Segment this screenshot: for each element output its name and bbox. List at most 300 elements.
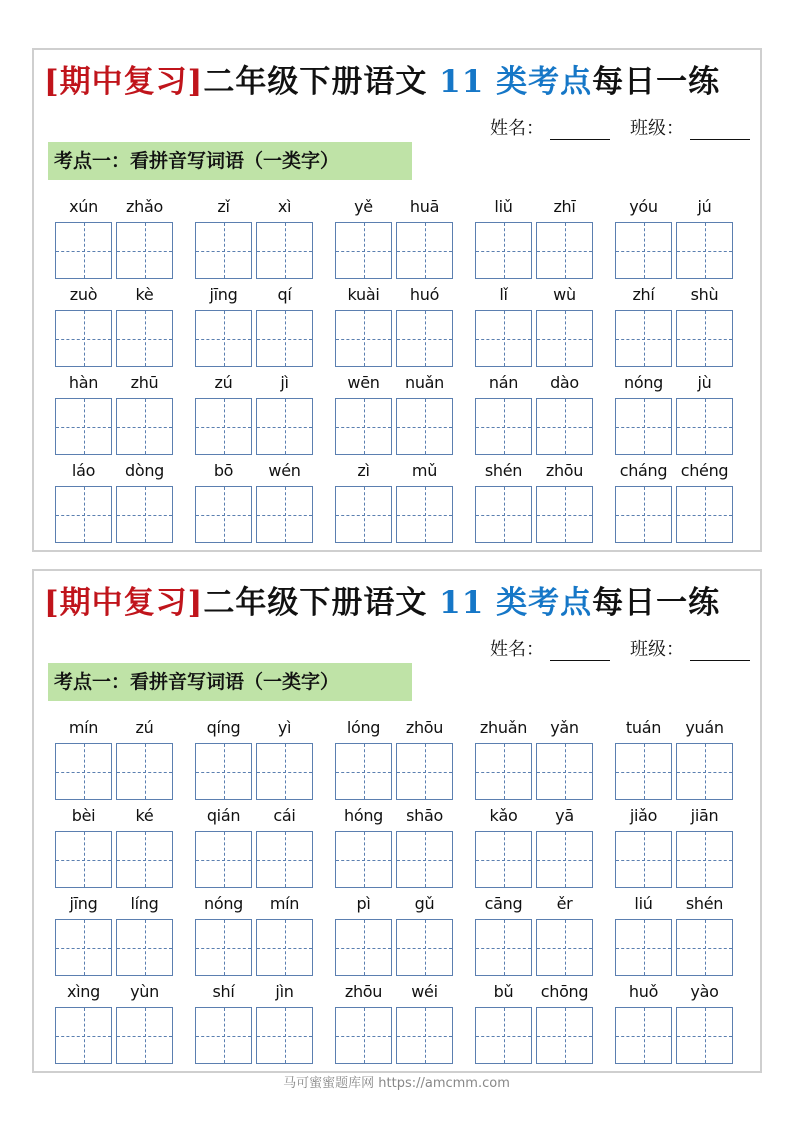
pinyin-label: líng (130, 894, 159, 913)
pinyin-label: lǐ (499, 285, 508, 304)
tianzige-box[interactable] (396, 1007, 453, 1064)
tianzige-box[interactable] (335, 222, 392, 279)
character-cell (333, 456, 394, 544)
pinyin-label: yě (354, 197, 373, 216)
word-group (613, 889, 753, 977)
tianzige-box[interactable] (256, 310, 313, 367)
character-cell (333, 801, 394, 889)
pinyin-label: yì (277, 718, 292, 737)
pinyin-label: zhǎo (126, 197, 163, 216)
pinyin-label: qí (277, 285, 292, 304)
tianzige-box[interactable] (256, 1007, 313, 1064)
word-group (53, 280, 193, 368)
character-cell (333, 192, 394, 280)
tianzige-box[interactable] (676, 486, 733, 543)
tianzige-box[interactable] (55, 831, 112, 888)
tianzige-box[interactable] (396, 919, 453, 976)
pinyin-label: zì (357, 461, 370, 480)
word-group (193, 889, 333, 977)
character-cell (254, 977, 315, 1065)
word-group (193, 456, 333, 544)
tianzige-box[interactable] (55, 743, 112, 800)
tianzige-box[interactable] (55, 222, 112, 279)
word-group (473, 456, 613, 544)
word-group (473, 192, 613, 280)
pinyin-label: ké (135, 806, 154, 825)
word-row (53, 977, 753, 1065)
character-cell (394, 456, 455, 544)
character-cell (193, 192, 254, 280)
tianzige-box[interactable] (335, 919, 392, 976)
tianzige-box[interactable] (195, 831, 252, 888)
character-cell (674, 801, 735, 889)
word-group (333, 977, 473, 1065)
footer-watermark: 马可蜜蜜题库网 https://amcmm.com (283, 1076, 510, 1091)
tianzige-box[interactable] (396, 310, 453, 367)
student-info-line (490, 633, 750, 661)
word-group (53, 192, 193, 280)
tianzige-box[interactable] (116, 919, 173, 976)
character-cell (114, 889, 175, 977)
character-cell (53, 280, 114, 368)
tianzige-box[interactable] (116, 310, 173, 367)
character-cell (674, 368, 735, 456)
character-cell (394, 889, 455, 977)
character-cell (534, 889, 595, 977)
tianzige-box[interactable] (256, 486, 313, 543)
character-cell (53, 889, 114, 977)
character-cell (254, 801, 315, 889)
character-cell (53, 368, 114, 456)
pinyin-label: hàn (68, 373, 99, 392)
title-main: 二年级下册语文 (203, 64, 428, 100)
word-group (333, 889, 473, 977)
character-cell (333, 368, 394, 456)
name-label: 姓名： (490, 118, 544, 139)
word-group (333, 456, 473, 544)
pinyin-label: shén (685, 894, 724, 913)
pinyin-label: huó (409, 285, 440, 304)
tianzige-box[interactable] (475, 398, 532, 455)
tianzige-box[interactable] (55, 310, 112, 367)
pinyin-label: zhuǎn (479, 718, 528, 737)
tianzige-box[interactable] (615, 310, 672, 367)
character-cell (333, 713, 394, 801)
character-cell (53, 977, 114, 1065)
word-group (193, 368, 333, 456)
pinyin-label: xì (277, 197, 292, 216)
pinyin-label: kuài (347, 285, 380, 304)
tianzige-box[interactable] (676, 310, 733, 367)
word-group (333, 713, 473, 801)
tianzige-box[interactable] (335, 1007, 392, 1064)
character-cell (473, 801, 534, 889)
character-cell (53, 713, 114, 801)
tianzige-box[interactable] (195, 919, 252, 976)
pinyin-label: nóng (203, 894, 244, 913)
pinyin-label: cháng (619, 461, 668, 480)
tianzige-box[interactable] (396, 222, 453, 279)
character-cell (674, 889, 735, 977)
word-group (473, 280, 613, 368)
tianzige-box[interactable] (536, 1007, 593, 1064)
pinyin-label: ěr (556, 894, 573, 913)
pinyin-label: wéi (411, 982, 438, 1001)
character-cell (333, 280, 394, 368)
word-group (53, 977, 193, 1065)
tianzige-box[interactable] (676, 222, 733, 279)
pinyin-label: nán (488, 373, 519, 392)
character-cell (613, 801, 674, 889)
pinyin-label: zhōu (405, 718, 444, 737)
character-cell (394, 368, 455, 456)
word-row (53, 456, 753, 544)
pinyin-label: lóng (346, 718, 381, 737)
tianzige-box[interactable] (335, 831, 392, 888)
character-cell (473, 280, 534, 368)
pinyin-label: gǔ (414, 894, 435, 913)
tianzige-box[interactable] (256, 919, 313, 976)
pinyin-grid (53, 713, 753, 1065)
character-cell (53, 801, 114, 889)
character-cell (613, 889, 674, 977)
tianzige-box[interactable] (475, 310, 532, 367)
character-cell (613, 713, 674, 801)
pinyin-label: hóng (343, 806, 384, 825)
pinyin-label: chōng (540, 982, 589, 1001)
character-cell (473, 713, 534, 801)
word-group (53, 368, 193, 456)
title-bracket: [期中复习] (44, 64, 204, 100)
tianzige-box[interactable] (475, 831, 532, 888)
word-group (613, 977, 753, 1065)
character-cell (114, 368, 175, 456)
tianzige-box[interactable] (536, 398, 593, 455)
tianzige-box[interactable] (116, 743, 173, 800)
word-group (193, 801, 333, 889)
character-cell (394, 801, 455, 889)
character-cell (534, 456, 595, 544)
pinyin-label: zú (214, 373, 233, 392)
word-group (613, 456, 753, 544)
pinyin-label: cái (273, 806, 296, 825)
pinyin-label: kè (135, 285, 154, 304)
character-cell (534, 368, 595, 456)
class-blank[interactable] (690, 639, 750, 661)
character-cell (534, 192, 595, 280)
tianzige-box[interactable] (536, 831, 593, 888)
character-cell (254, 280, 315, 368)
pinyin-label: shāo (406, 806, 443, 825)
tianzige-box[interactable] (195, 310, 252, 367)
character-cell (613, 368, 674, 456)
worksheet-1 (32, 48, 762, 552)
character-cell (534, 713, 595, 801)
title-blue: 11 类考点 (439, 64, 593, 100)
character-cell (534, 801, 595, 889)
name-label: 姓名： (490, 639, 544, 660)
pinyin-label: zhōu (344, 982, 383, 1001)
tianzige-box[interactable] (615, 222, 672, 279)
tianzige-box[interactable] (256, 743, 313, 800)
tianzige-box[interactable] (536, 486, 593, 543)
character-cell (193, 801, 254, 889)
pinyin-label: bèi (71, 806, 96, 825)
word-group (333, 280, 473, 368)
word-group (333, 192, 473, 280)
pinyin-label: yùn (130, 982, 159, 1001)
word-group (473, 713, 613, 801)
character-cell (193, 713, 254, 801)
tianzige-box[interactable] (615, 919, 672, 976)
pinyin-label: yǎn (550, 718, 579, 737)
word-group (193, 280, 333, 368)
title-main: 二年级下册语文 (203, 585, 428, 621)
tianzige-box[interactable] (55, 398, 112, 455)
pinyin-label: zuò (69, 285, 98, 304)
tianzige-box[interactable] (615, 831, 672, 888)
tianzige-box[interactable] (195, 486, 252, 543)
pinyin-label: yuán (685, 718, 724, 737)
tianzige-box[interactable] (536, 919, 593, 976)
pinyin-label: jú (697, 197, 712, 216)
character-cell (613, 280, 674, 368)
tianzige-box[interactable] (475, 486, 532, 543)
pinyin-label: yào (690, 982, 719, 1001)
pinyin-label: zhōu (545, 461, 584, 480)
character-cell (473, 368, 534, 456)
word-group (473, 889, 613, 977)
pinyin-label: mín (269, 894, 300, 913)
word-group (613, 713, 753, 801)
class-label: 班级： (630, 118, 684, 139)
word-group (473, 368, 613, 456)
pinyin-label: láo (71, 461, 96, 480)
character-cell (473, 889, 534, 977)
pinyin-label: bǔ (493, 982, 514, 1001)
section-heading: 考点一：看拼音写词语（一类字） (48, 142, 412, 180)
section-heading: 考点一：看拼音写词语（一类字） (48, 663, 412, 701)
word-group (53, 801, 193, 889)
tianzige-box[interactable] (536, 222, 593, 279)
tianzige-box[interactable] (195, 743, 252, 800)
tianzige-box[interactable] (116, 398, 173, 455)
character-cell (193, 280, 254, 368)
character-cell (53, 192, 114, 280)
character-cell (114, 977, 175, 1065)
word-row (53, 889, 753, 977)
class-label: 班级： (630, 639, 684, 660)
character-cell (254, 889, 315, 977)
character-cell (473, 192, 534, 280)
title-tail: 每日一练 (592, 585, 721, 621)
pinyin-label: liǔ (494, 197, 513, 216)
worksheet-2 (32, 569, 762, 1073)
word-group (473, 977, 613, 1065)
tianzige-box[interactable] (396, 398, 453, 455)
character-cell (613, 192, 674, 280)
tianzige-box[interactable] (396, 831, 453, 888)
tianzige-box[interactable] (195, 222, 252, 279)
pinyin-label: shén (484, 461, 523, 480)
word-group (53, 713, 193, 801)
tianzige-box[interactable] (396, 743, 453, 800)
pinyin-label: mín (68, 718, 99, 737)
character-cell (333, 977, 394, 1065)
tianzige-box[interactable] (335, 743, 392, 800)
pinyin-label: huā (409, 197, 440, 216)
tianzige-box[interactable] (256, 222, 313, 279)
worksheet-title (44, 581, 754, 625)
pinyin-label: shù (690, 285, 719, 304)
character-cell (254, 456, 315, 544)
name-blank[interactable] (550, 118, 610, 140)
character-cell (674, 456, 735, 544)
pinyin-label: zhū (130, 373, 159, 392)
word-group (473, 801, 613, 889)
character-cell (114, 456, 175, 544)
tianzige-box[interactable] (335, 486, 392, 543)
tianzige-box[interactable] (116, 486, 173, 543)
tianzige-box[interactable] (116, 222, 173, 279)
tianzige-box[interactable] (335, 398, 392, 455)
pinyin-label: wù (553, 285, 576, 304)
character-cell (114, 801, 175, 889)
pinyin-label: wēn (347, 373, 380, 392)
tianzige-box[interactable] (475, 1007, 532, 1064)
pinyin-label: shí (212, 982, 235, 1001)
pinyin-label: xún (69, 197, 98, 216)
tianzige-box[interactable] (676, 831, 733, 888)
pinyin-label: xìng (66, 982, 100, 1001)
tianzige-box[interactable] (55, 1007, 112, 1064)
character-cell (333, 889, 394, 977)
character-cell (674, 280, 735, 368)
pinyin-label: jiǎo (629, 806, 658, 825)
pinyin-label: nuǎn (404, 373, 445, 392)
pinyin-label: yóu (629, 197, 658, 216)
character-cell (674, 977, 735, 1065)
character-cell (394, 977, 455, 1065)
title-blue: 11 类考点 (439, 585, 593, 621)
pinyin-label: cāng (484, 894, 523, 913)
word-group (193, 192, 333, 280)
tianzige-box[interactable] (396, 486, 453, 543)
pinyin-label: chéng (680, 461, 729, 480)
word-row (53, 192, 753, 280)
tianzige-box[interactable] (615, 398, 672, 455)
character-cell (254, 192, 315, 280)
pinyin-label: mǔ (411, 461, 438, 480)
word-row (53, 713, 753, 801)
word-group (613, 368, 753, 456)
word-group (53, 456, 193, 544)
name-blank[interactable] (550, 639, 610, 661)
character-cell (534, 977, 595, 1065)
character-cell (473, 456, 534, 544)
pinyin-label: wén (268, 461, 301, 480)
tianzige-box[interactable] (195, 398, 252, 455)
pinyin-label: zhī (553, 197, 576, 216)
pinyin-label: kǎo (489, 806, 518, 825)
character-cell (613, 977, 674, 1065)
pinyin-label: qíng (206, 718, 241, 737)
character-cell (114, 713, 175, 801)
pinyin-label: liú (634, 894, 653, 913)
tianzige-box[interactable] (536, 310, 593, 367)
character-cell (473, 977, 534, 1065)
tianzige-box[interactable] (256, 398, 313, 455)
tianzige-box[interactable] (676, 1007, 733, 1064)
character-cell (114, 280, 175, 368)
tianzige-box[interactable] (536, 743, 593, 800)
tianzige-box[interactable] (615, 743, 672, 800)
tianzige-box[interactable] (676, 398, 733, 455)
tianzige-box[interactable] (55, 486, 112, 543)
pinyin-label: qián (206, 806, 241, 825)
tianzige-box[interactable] (475, 919, 532, 976)
character-cell (674, 192, 735, 280)
word-group (53, 889, 193, 977)
character-cell (53, 456, 114, 544)
tianzige-box[interactable] (475, 222, 532, 279)
pinyin-label: pì (356, 894, 371, 913)
tianzige-box[interactable] (676, 743, 733, 800)
pinyin-label: dòng (124, 461, 165, 480)
character-cell (193, 889, 254, 977)
character-cell (114, 192, 175, 280)
class-blank[interactable] (690, 118, 750, 140)
character-cell (394, 192, 455, 280)
word-row (53, 801, 753, 889)
character-cell (534, 280, 595, 368)
title-bracket: [期中复习] (44, 585, 204, 621)
tianzige-box[interactable] (676, 919, 733, 976)
tianzige-box[interactable] (116, 1007, 173, 1064)
tianzige-box[interactable] (55, 919, 112, 976)
word-group (193, 977, 333, 1065)
pinyin-label: jiān (690, 806, 719, 825)
worksheet-title (44, 60, 754, 104)
title-tail: 每日一练 (592, 64, 721, 100)
tianzige-box[interactable] (475, 743, 532, 800)
pinyin-grid (53, 192, 753, 544)
character-cell (394, 280, 455, 368)
pinyin-label: jīng (69, 894, 98, 913)
pinyin-label: jì (280, 373, 289, 392)
tianzige-box[interactable] (195, 1007, 252, 1064)
character-cell (254, 713, 315, 801)
character-cell (394, 713, 455, 801)
pinyin-label: jīng (209, 285, 238, 304)
character-cell (674, 713, 735, 801)
tianzige-box[interactable] (256, 831, 313, 888)
pinyin-label: tuán (625, 718, 662, 737)
word-row (53, 280, 753, 368)
pinyin-label: jù (697, 373, 712, 392)
word-group (613, 801, 753, 889)
student-info-line (490, 112, 750, 140)
tianzige-box[interactable] (116, 831, 173, 888)
tianzige-box[interactable] (615, 486, 672, 543)
pinyin-label: jìn (275, 982, 294, 1001)
tianzige-box[interactable] (335, 310, 392, 367)
tianzige-box[interactable] (615, 1007, 672, 1064)
character-cell (193, 456, 254, 544)
pinyin-label: zhí (632, 285, 655, 304)
pinyin-label: dào (550, 373, 579, 392)
character-cell (613, 456, 674, 544)
